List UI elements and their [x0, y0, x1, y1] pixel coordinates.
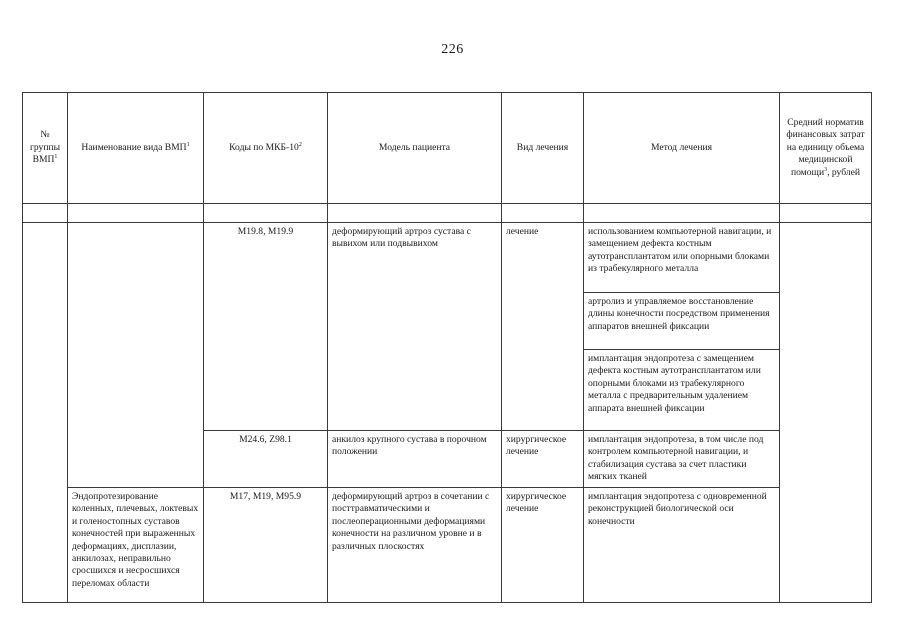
mkb-codes-cell: M19.8, M19.9: [204, 223, 328, 431]
treatment-method-cell: использованием компьютерной навигации, и замещением дефекта костным аутотрансплантатом или опорными блоками из трабекулярного металла: [584, 223, 780, 293]
page-number: 226: [441, 42, 464, 57]
treatment-type-cell: лечение: [502, 223, 584, 431]
header-treatment-method: Метод лечения: [584, 93, 780, 204]
header-avg-cost: Средний норматив финансовых затрат на единицу объема медицинской помощи$^3$, рублей: [780, 93, 872, 204]
treatment-method-cell: имплантация эндопротеза с одновременной реконструкцией биологической оси конечности: [584, 488, 780, 603]
header-patient-model: Модель пациента: [328, 93, 502, 204]
header-group-no: № группы ВМП$^1$: [23, 93, 68, 204]
avg-cost-cell: [780, 223, 872, 603]
treatment-method-cell: имплантация эндопротеза с замещением дефекта костным аутотрансплантатом или опорными блоками из трабекулярного металла с предварительным удалением аппарата внешней фиксации: [584, 350, 780, 431]
header-vmp-name: Наименование вида ВМП$^1$: [68, 93, 204, 204]
header-row: [23, 93, 872, 204]
column-number-row: [23, 204, 872, 223]
patient-model-cell: деформирующий артроз в сочетании с посттравматическими и послеоперационными деформациями конечности на различном уровне и в различных плоскостях: [328, 488, 502, 603]
header-mkb-codes: Коды по МКБ-$10^2$: [204, 93, 328, 204]
treatment-type-cell: хирургическое лечение: [502, 431, 584, 488]
mkb-codes-cell: M17, M19, M95.9: [204, 488, 328, 603]
table-row: [23, 488, 872, 603]
treatment-type-cell: хирургическое лечение: [502, 488, 584, 603]
header-treatment-type: Вид лечения: [502, 93, 584, 204]
treatment-method-cell: имплантация эндопротеза, в том числе под контролем компьютерной навигации, и стабилизация сустава за счет пластики мягких тканей: [584, 431, 780, 488]
table-row: [23, 223, 872, 293]
vmp-table: [22, 92, 872, 603]
vmp-name-cell: [68, 223, 204, 488]
group-no-cell: [23, 223, 68, 603]
vmp-name-cell: Эндопротезирование коленных, плечевых, локтевых и голеностопных суставов конечностей при выраженных деформациях, дисплазии, анкилозах, неправильно сросшихся и несросшихся переломах области: [68, 488, 204, 603]
patient-model-cell: анкилоз крупного сустава в порочном положении: [328, 431, 502, 488]
treatment-method-cell: артролиз и управляемое восстановление длины конечности посредством применения аппаратов внешней фиксации: [584, 293, 780, 350]
mkb-codes-cell: M24.6, Z98.1: [204, 431, 328, 488]
patient-model-cell: деформирующий артроз сустава с вывихом или подвывихом: [328, 223, 502, 431]
